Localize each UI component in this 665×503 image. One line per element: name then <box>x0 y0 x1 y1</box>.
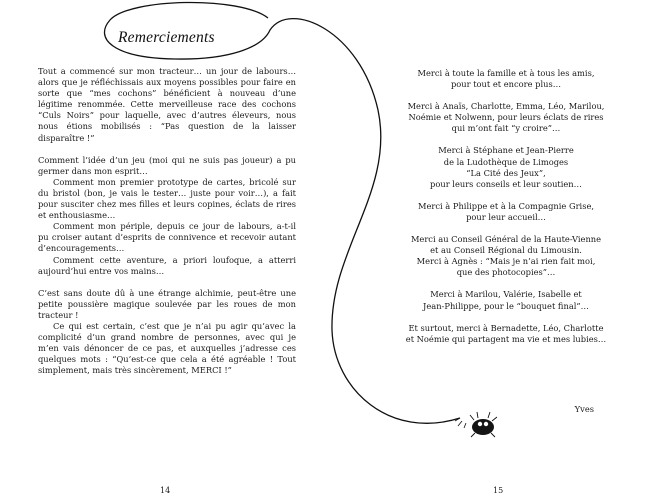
thanks-line: qui m’ont fait “y croire”… <box>451 123 561 134</box>
thanks-line: Merci à Anaïs, Charlotte, Emma, Léo, Marilou, <box>407 101 605 112</box>
thanks-line: et Noémie qui partagent ma vie et mes lubies… <box>405 333 607 344</box>
thanks-line: Merci à Agnès : “Mais je n’ai rien fait moi, <box>416 256 596 267</box>
paragraph: Comment mon périple, depuis ce jour de labours, a-t-il pu croiser autant d’esprits de connivence et recevoir autant d’encouragements… <box>38 221 296 254</box>
right-body-text <box>398 68 614 356</box>
thanks-paragraph <box>398 68 614 90</box>
page-number-right: 15 <box>493 486 504 495</box>
thanks-line: Et surtout, merci à Bernadette, Léo, Charlotte <box>408 322 604 333</box>
thanks-line: que des photocopies”… <box>456 267 556 278</box>
page-number-left: 14 <box>160 486 171 495</box>
thanks-line: Merci au Conseil Général de la Haute-Vienne <box>410 234 602 245</box>
thanks-line: pour leur accueil… <box>466 211 546 222</box>
thanks-paragraph <box>398 201 614 223</box>
thanks-paragraph <box>398 101 614 134</box>
thanks-line: Merci à Marilou, Valérie, Isabelle et <box>430 289 582 300</box>
left-body-text <box>38 66 296 376</box>
paragraph: Ce qui est certain, c’est que je n’ai pu agir qu’avec la complicité d’un grand nombre de personnes, avec qui je m’en vais dénoncer de ce pas, et auxquelles j’adresse ces quelques mots : “Qu’est-ce que cela a été agréable ! Tout simplement, mais très sincèrement, MERCI !” <box>38 320 296 376</box>
thanks-paragraph <box>398 234 614 278</box>
paragraph: Comment cette aventure, a priori loufoque, a atterri aujourd’hui entre vos mains… <box>38 254 296 276</box>
thanks-line: pour tout et encore plus… <box>450 79 562 90</box>
thanks-line: pour leurs conseils et leur soutien… <box>430 178 582 189</box>
thanks-line: de la Ludothèque de Limoges <box>443 156 569 167</box>
paragraph: C’est sans doute dû à une étrange alchimie, peut-être une petite poussière magique soulevée par les roues de mon tracteur ! <box>38 287 296 320</box>
thanks-line: Merci à Philippe et à la Compagnie Grise, <box>417 200 595 211</box>
thanks-line: Merci à Stéphane et Jean-Pierre <box>438 145 574 156</box>
thanks-paragraph <box>398 323 614 345</box>
thanks-line: Jean-Philippe, pour le “bouquet final”… <box>423 300 589 311</box>
thanks-line: et au Conseil Régional du Limousin. <box>430 245 582 256</box>
thanks-line: “La Cité des Jeux”, <box>466 167 546 178</box>
paragraph: Comment l’idée d’un jeu (moi qui ne suis pas joueur) a pu germer dans mon esprit… <box>38 154 296 176</box>
page-title: Remerciements <box>118 29 215 46</box>
thanks-paragraph <box>398 145 614 189</box>
signature: Yves <box>574 404 594 414</box>
thanks-line: Merci à toute la famille et à tous les amis, <box>417 68 595 78</box>
paragraph: Tout a commencé sur mon tracteur… un jour de labours… alors que je réfléchissais aux moyens possibles pour faire en sorte que “mes cochons” bénéficient à nouveau d’une légitime renommée. Cette merveilleuse race des cochons “Culs Noirs” pour laquelle, avec d’autres éleveurs, nous nous étions mobilisés : “Pas question de la laisser disparaître !” <box>38 66 296 143</box>
paragraph: Comment mon premier prototype de cartes, bricolé sur du bristol (bon, je vais le tester… juste pour voir…), a fait pour susciter chez mes filles et leurs copines, éclats de rires et enthousiasme… <box>38 176 296 221</box>
thanks-line: Noémie et Nolwenn, pour leurs éclats de rires <box>408 112 604 123</box>
ladybug-icon <box>455 412 497 437</box>
thanks-paragraph <box>398 289 614 311</box>
